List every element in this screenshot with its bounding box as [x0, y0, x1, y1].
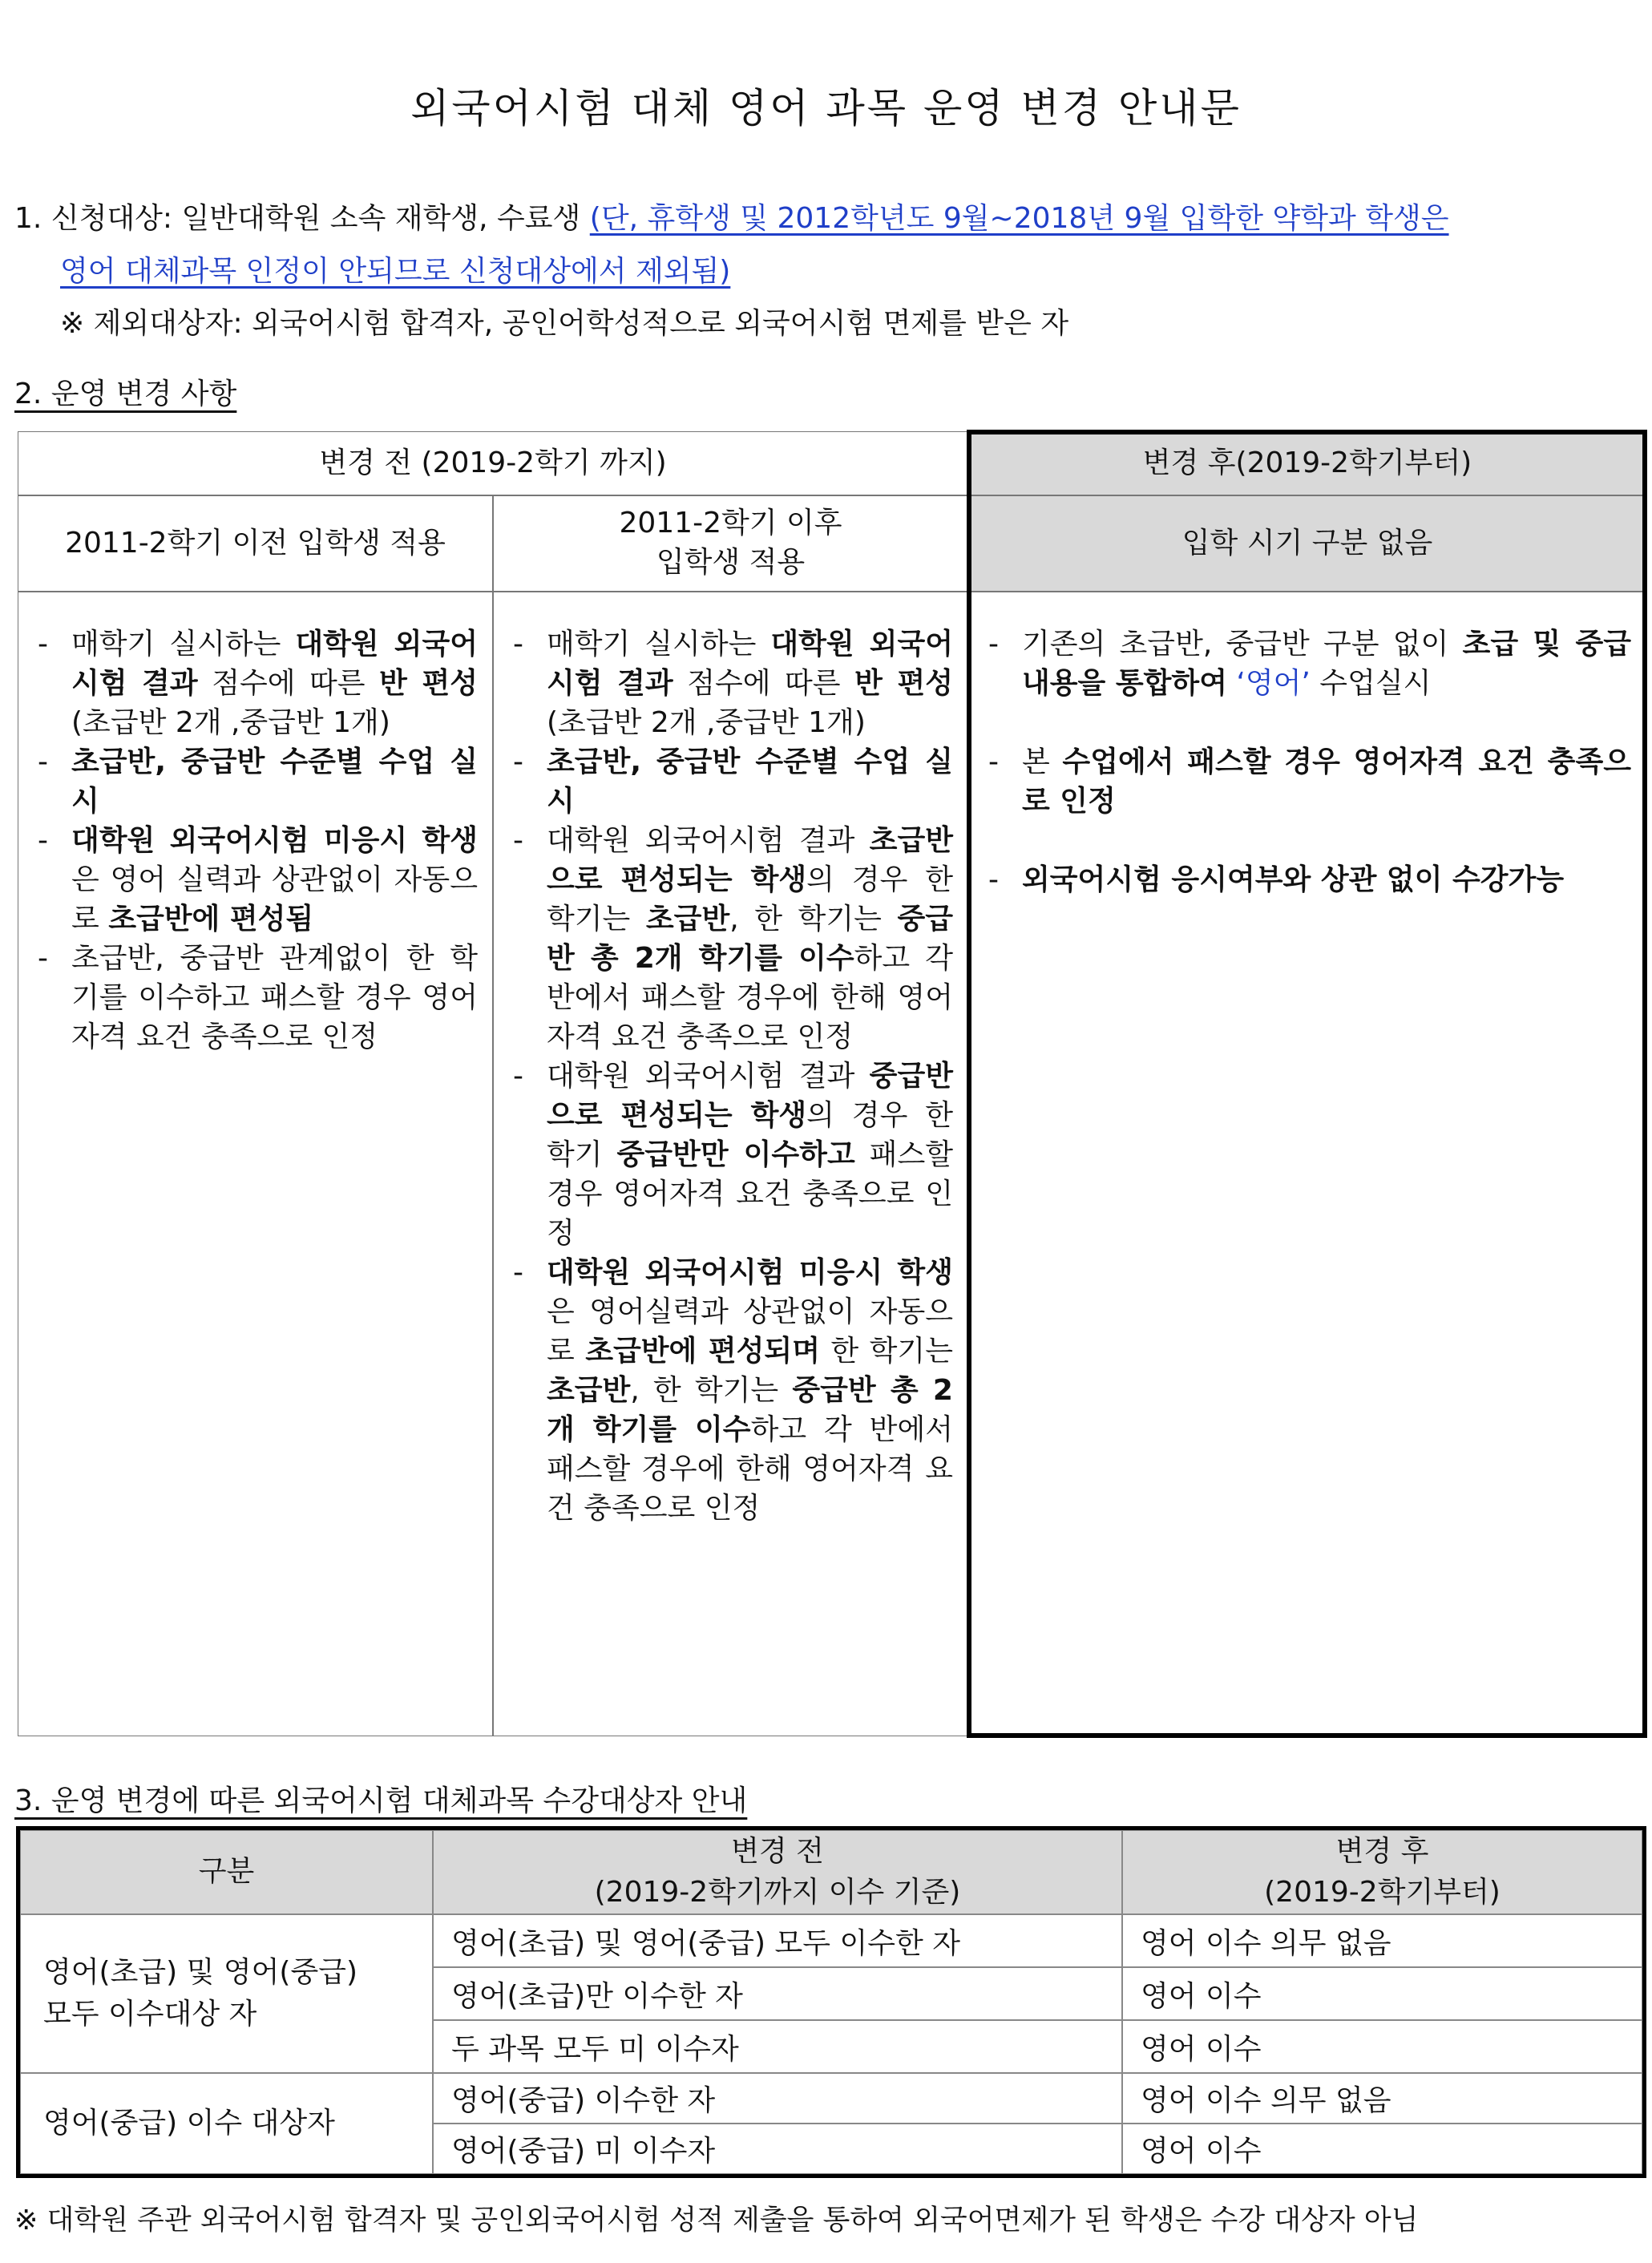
col3-bullet-1: - 기존의 초급반, 중급반 구분 없이 초급 및 중급 내용을 통합하여 ‘영어’ 수업실시	[985, 624, 1631, 703]
exclusion-note-line2-wrap	[60, 249, 730, 289]
col1-bullet-3: - 대학원 외국어시험 미응시 학생은 영어 실력과 상관없이 자동으로 초급반에 편성됨	[34, 821, 478, 939]
col2-bullet-5: - 대학원 외국어시험 미응시 학생은 영어실력과 상관없이 자동으로 초급반에 편성되며 한 학기는 초급반, 한 학기는 중급반 총 2개 학기를 이수하고 각 반에서 패스할 경우에 한해 영어자격 요건 충족으로 인정	[510, 1253, 953, 1528]
row-3-after: 영어 이수	[1122, 2020, 1642, 2073]
header-before-line1: 변경 전	[731, 1835, 824, 1869]
footer-note: ※ 대학원 주관 외국어시험 합격자 및 공인외국어시험 성적 제출을 통하여 외국어면제가 된 학생은 수강 대상자 아님	[14, 2204, 1419, 2237]
row-3-before: 두 과목 모두 미 이수자	[433, 2020, 1122, 2073]
col3-body	[968, 592, 1646, 1736]
col2-body	[493, 592, 968, 1736]
col1-bullet-1: - 매학기 실시하는 대학원 외국어 시험 결과 점수에 따른 반 편성 (초급반 2개 ,중급반 1개)	[34, 624, 478, 742]
header-before	[433, 1830, 1122, 1914]
after-header: 변경 후(2019-2학기부터)	[968, 431, 1646, 495]
col2-header-line1: 2011-2학기 이후	[619, 507, 842, 540]
before-header: 변경 전 (2019-2학기 까지)	[18, 431, 968, 495]
exclusion-note-line2: 영어 대체과목 인정이 안되므로 신청대상에서 제외됨)	[60, 255, 731, 288]
row-2-before: 영어(초급)만 이수한 자	[433, 1967, 1122, 2020]
header-after-line1: 변경 후	[1335, 1835, 1429, 1869]
section3-heading: 3. 운영 변경에 따른 외국어시험 대체과목 수강대상자 안내	[14, 1784, 748, 1817]
col3-header: 입학 시기 구분 없음	[968, 495, 1646, 592]
group-both-line1: 영어(초급) 및 영어(중급)	[43, 1955, 358, 1989]
col2-header	[493, 495, 968, 592]
document-title: 외국어시험 대체 영어 과목 운영 변경 안내문	[410, 85, 1242, 131]
excluded-persons-note: ※ 제외대상자: 외국어시험 합격자, 공인어학성적으로 외국어시험 면제를 받은 자	[60, 307, 1069, 340]
group-both-line2: 모두 이수대상 자	[43, 1998, 257, 2031]
col1-bullet-2: - 초급반, 중급반 수준별 수업 실시	[34, 742, 478, 821]
col2-bullet-4: - 대학원 외국어시험 결과 중급반으로 편성되는 학생의 경우 한 학기 중급반만 이수하고 패스할 경우 영어자격 요건 충족으로 인정	[510, 1057, 953, 1253]
header-after	[1122, 1830, 1642, 1914]
header-after-line2: (2019-2학기부터)	[1264, 1875, 1501, 1909]
col1-bullet-4: - 초급반, 중급반 관계없이 한 학기를 이수하고 패스할 경우 영어자격 요건 충족으로 인정	[34, 939, 478, 1057]
change-comparison-table	[18, 431, 1646, 1736]
col3-bullet-2: - 본 수업에서 패스할 경우 영어자격 요건 충족으로 인정	[985, 742, 1631, 821]
col3-bullet-3: - 외국어시험 응시여부와 상관 없이 수강가능	[985, 860, 1631, 899]
col2-bullet-2: - 초급반, 중급반 수준별 수업 실시	[510, 742, 953, 821]
row-5-after: 영어 이수	[1122, 2124, 1642, 2174]
section2-heading: 2. 운영 변경 사항	[14, 378, 237, 410]
col1-header: 2011-2학기 이전 입학생 적용	[18, 495, 493, 592]
target-students-table	[16, 1826, 1646, 2178]
row-1-after: 영어 이수 의무 없음	[1122, 1914, 1642, 1967]
row-4-after: 영어 이수 의무 없음	[1122, 2073, 1642, 2124]
exclusion-note-line1: (단, 휴학생 및 2012학년도 9월~2018년 9월 입학한 약학과 학생은	[589, 202, 1449, 235]
row-4-before: 영어(중급) 이수한 자	[433, 2073, 1122, 2124]
group-both-courses	[20, 1914, 433, 2073]
row-1-before: 영어(초급) 및 영어(중급) 모두 이수한 자	[433, 1914, 1122, 1967]
col2-bullet-3: - 대학원 외국어시험 결과 초급반으로 편성되는 학생의 경우 한 학기는 초급반, 한 학기는 중급반 총 2개 학기를 이수하고 각 반에서 패스할 경우에 한해 영어자격 요건 충족으로 인정	[510, 821, 953, 1057]
eligibility-text: 1. 신청대상: 일반대학원 소속 재학생, 수료생	[14, 202, 590, 235]
group-intermediate: 영어(중급) 이수 대상자	[20, 2073, 433, 2174]
row-2-after: 영어 이수	[1122, 1967, 1642, 2020]
col1-body	[18, 592, 493, 1736]
row-5-before: 영어(중급) 미 이수자	[433, 2124, 1122, 2174]
col2-bullet-1: - 매학기 실시하는 대학원 외국어 시험 결과 점수에 따른 반 편성 (초급반 2개 ,중급반 1개)	[510, 624, 953, 742]
header-category: 구분	[20, 1830, 433, 1914]
col2-header-line2: 입학생 적용	[656, 546, 806, 579]
header-before-line2: (2019-2학기까지 이수 기준)	[594, 1875, 961, 1909]
eligibility-line	[14, 196, 1449, 236]
